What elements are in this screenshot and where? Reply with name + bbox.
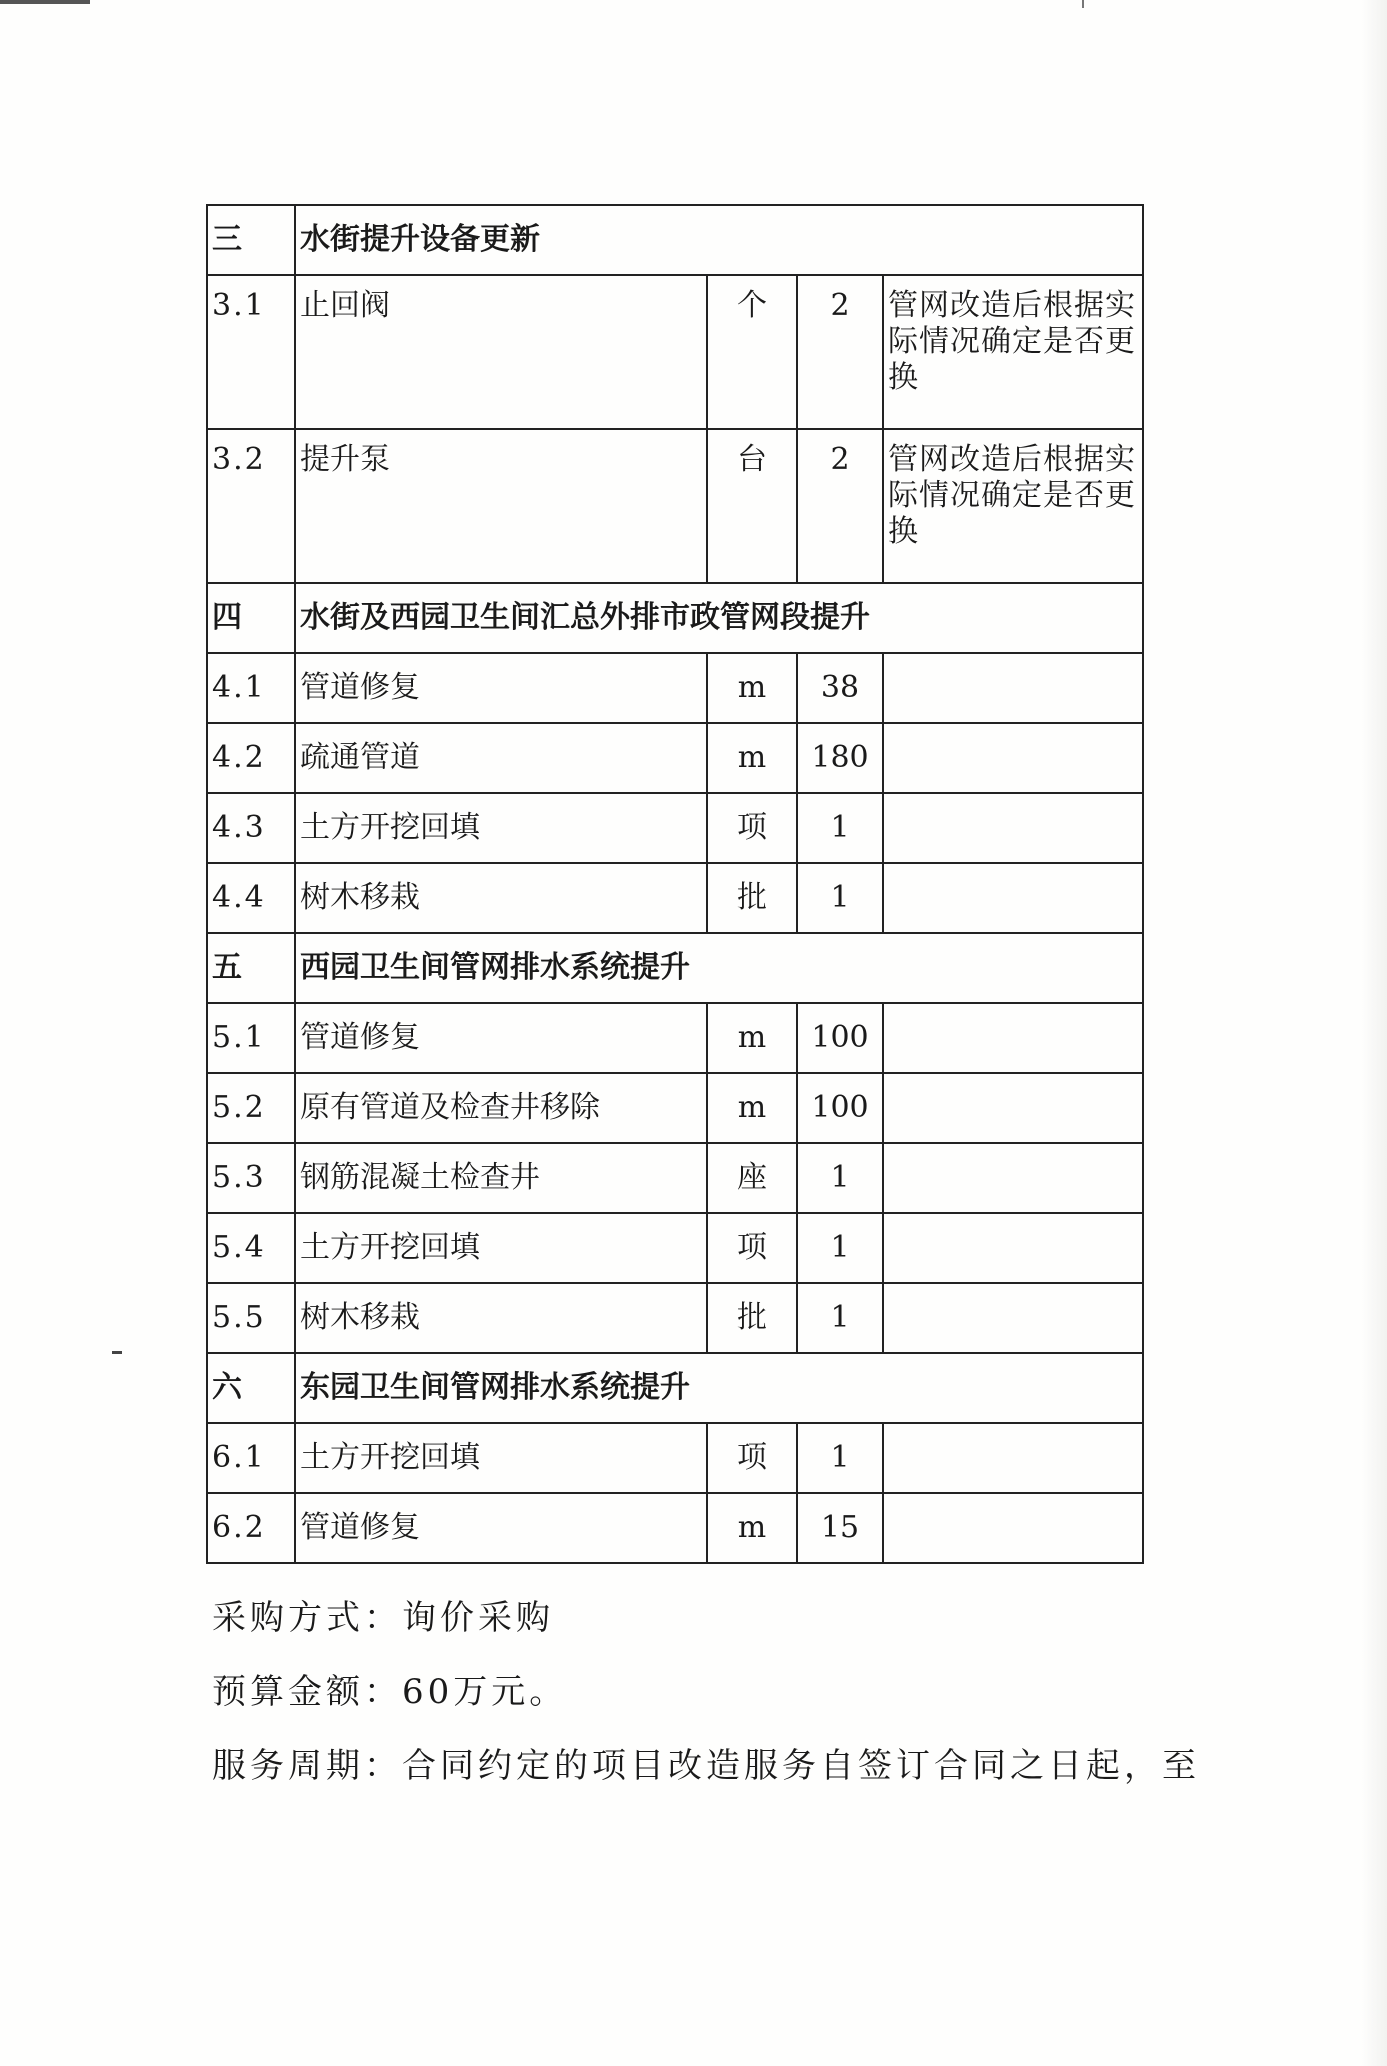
section-number: 五 (207, 933, 295, 1003)
item-unit: 项 (707, 1423, 797, 1493)
item-note (883, 1073, 1143, 1143)
item-note (883, 1003, 1143, 1073)
table-row (207, 1423, 1143, 1493)
table-row (207, 793, 1143, 863)
section-number: 六 (207, 1353, 295, 1423)
item-note (883, 1283, 1143, 1353)
item-quantity: 1 (797, 793, 883, 863)
item-unit: 项 (707, 1213, 797, 1283)
page-edge-shadow (1361, 0, 1387, 2066)
item-unit: m (707, 723, 797, 793)
items-table (206, 204, 1144, 1564)
item-name: 土方开挖回填 (295, 1423, 707, 1493)
item-note: 管网改造后根据实际情况确定是否更换 (883, 275, 1143, 429)
item-unit: m (707, 1003, 797, 1073)
item-quantity: 100 (797, 1073, 883, 1143)
section-row (207, 933, 1143, 1003)
service-period: 服务周期：合同约定的项目改造服务自签订合同之日起，至 (212, 1746, 1200, 1786)
scan-mark (112, 1351, 122, 1354)
item-name: 管道修复 (295, 1493, 707, 1563)
item-quantity: 2 (797, 275, 883, 429)
section-row (207, 1353, 1143, 1423)
item-number: 3.1 (207, 275, 295, 429)
table-row (207, 863, 1143, 933)
item-name: 树木移栽 (295, 863, 707, 933)
item-number: 6.2 (207, 1493, 295, 1563)
item-unit: 项 (707, 793, 797, 863)
item-number: 4.2 (207, 723, 295, 793)
section-title: 东园卫生间管网排水系统提升 (295, 1353, 1143, 1423)
scan-mark (0, 0, 90, 4)
item-note (883, 653, 1143, 723)
section-title: 水街提升设备更新 (295, 205, 1143, 275)
item-name: 提升泵 (295, 429, 707, 583)
item-name: 管道修复 (295, 653, 707, 723)
item-note (883, 1213, 1143, 1283)
item-quantity: 2 (797, 429, 883, 583)
item-note (883, 1493, 1143, 1563)
item-unit: 批 (707, 1283, 797, 1353)
item-name: 土方开挖回填 (295, 1213, 707, 1283)
item-name: 止回阀 (295, 275, 707, 429)
item-number: 5.2 (207, 1073, 295, 1143)
item-number: 6.1 (207, 1423, 295, 1493)
item-note (883, 863, 1143, 933)
budget-amount: 预算金额：60万元。 (212, 1672, 568, 1712)
table-row (207, 1213, 1143, 1283)
section-row (207, 205, 1143, 275)
item-unit: 批 (707, 863, 797, 933)
table-row (207, 1493, 1143, 1563)
item-note (883, 1423, 1143, 1493)
table-row (207, 1283, 1143, 1353)
item-note (883, 723, 1143, 793)
table-row (207, 429, 1143, 583)
item-name: 管道修复 (295, 1003, 707, 1073)
item-number: 5.3 (207, 1143, 295, 1213)
section-number: 三 (207, 205, 295, 275)
item-name: 钢筋混凝土检查井 (295, 1143, 707, 1213)
item-quantity: 100 (797, 1003, 883, 1073)
item-number: 5.4 (207, 1213, 295, 1283)
section-title: 水街及西园卫生间汇总外排市政管网段提升 (295, 583, 1143, 653)
item-note: 管网改造后根据实际情况确定是否更换 (883, 429, 1143, 583)
item-number: 3.2 (207, 429, 295, 583)
table-row (207, 1003, 1143, 1073)
item-name: 疏通管道 (295, 723, 707, 793)
item-unit: 台 (707, 429, 797, 583)
section-row (207, 583, 1143, 653)
item-name: 树木移栽 (295, 1283, 707, 1353)
table-row (207, 653, 1143, 723)
item-quantity: 1 (797, 1213, 883, 1283)
item-name: 原有管道及检查井移除 (295, 1073, 707, 1143)
section-title: 西园卫生间管网排水系统提升 (295, 933, 1143, 1003)
item-note (883, 1143, 1143, 1213)
item-unit: 座 (707, 1143, 797, 1213)
item-number: 4.1 (207, 653, 295, 723)
item-number: 4.3 (207, 793, 295, 863)
item-quantity: 15 (797, 1493, 883, 1563)
item-quantity: 1 (797, 863, 883, 933)
table-row (207, 1073, 1143, 1143)
item-note (883, 793, 1143, 863)
item-number: 4.4 (207, 863, 295, 933)
table-row (207, 275, 1143, 429)
item-unit: 个 (707, 275, 797, 429)
item-unit: m (707, 1073, 797, 1143)
scan-mark (1082, 0, 1084, 8)
procurement-method: 采购方式：询价采购 (212, 1598, 554, 1638)
item-unit: m (707, 653, 797, 723)
item-number: 5.1 (207, 1003, 295, 1073)
item-quantity: 1 (797, 1143, 883, 1213)
item-quantity: 1 (797, 1423, 883, 1493)
item-name: 土方开挖回填 (295, 793, 707, 863)
item-quantity: 1 (797, 1283, 883, 1353)
table-row (207, 723, 1143, 793)
item-quantity: 180 (797, 723, 883, 793)
item-quantity: 38 (797, 653, 883, 723)
section-number: 四 (207, 583, 295, 653)
item-unit: m (707, 1493, 797, 1563)
table-row (207, 1143, 1143, 1213)
item-number: 5.5 (207, 1283, 295, 1353)
